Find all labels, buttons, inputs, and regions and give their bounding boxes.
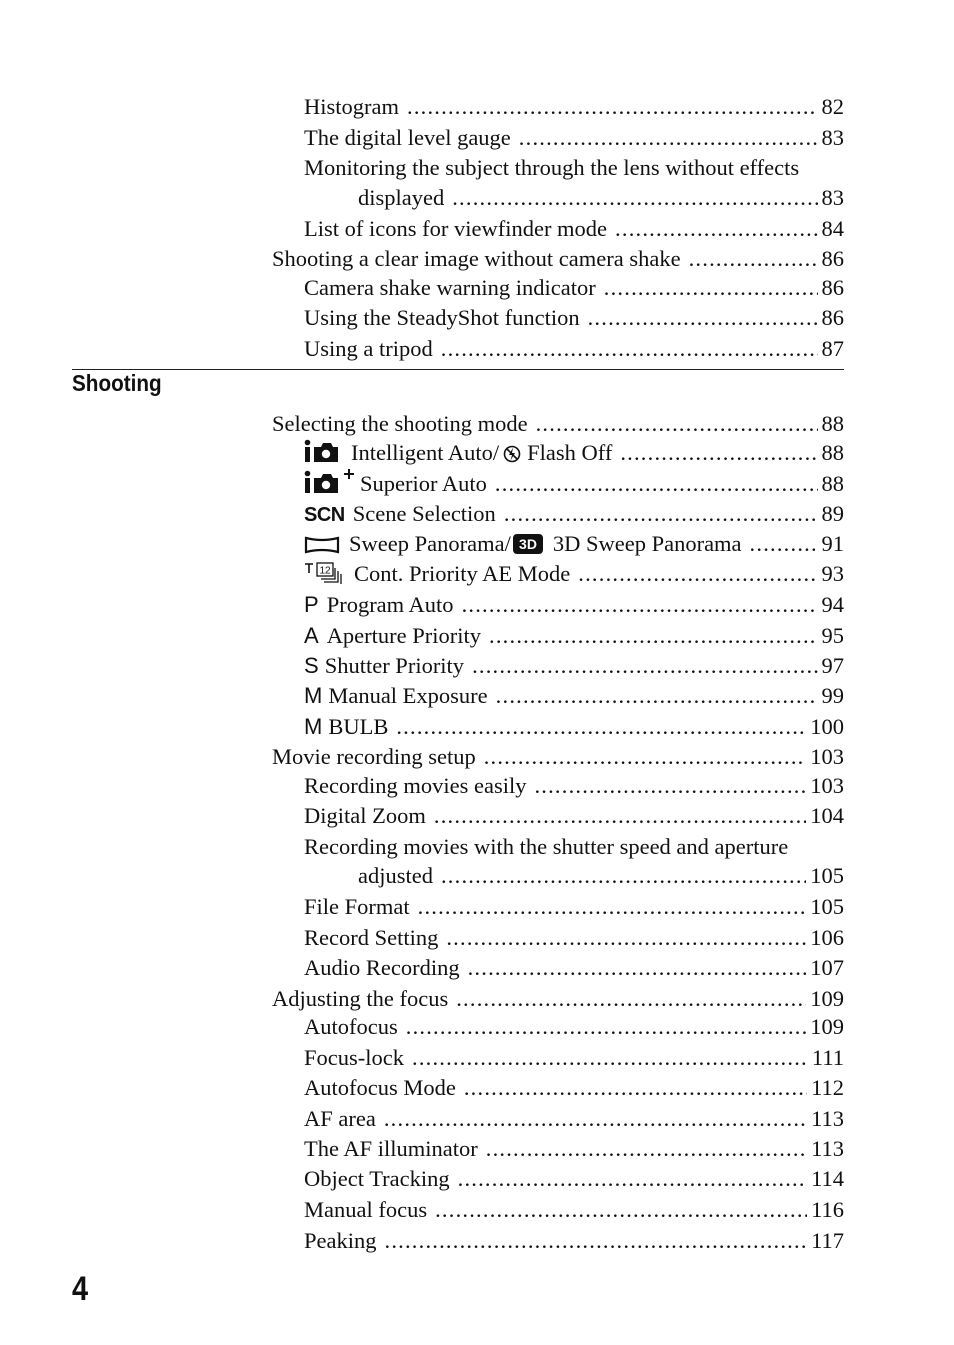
dot-leader xyxy=(384,1104,807,1134)
dot-leader xyxy=(689,244,818,274)
dot-leader xyxy=(496,681,818,711)
toc-entry-title: Scene Selection xyxy=(352,501,496,526)
toc-page-number: 83 xyxy=(821,185,844,210)
dot-leader xyxy=(588,303,818,333)
bulb-icon: M xyxy=(304,714,323,739)
toc-entry-cont-priority[interactable] xyxy=(304,559,844,589)
dot-leader xyxy=(519,123,818,153)
toc-entry-title: Selecting the shooting mode xyxy=(272,411,528,436)
toc-entry-title: Histogram xyxy=(304,94,399,119)
toc-page-number: 82 xyxy=(821,94,844,119)
toc-entry-title: Superior Auto xyxy=(360,471,487,496)
toc-entry-movies-shutter-line1[interactable]: Recording movies with the shutter speed and aperture xyxy=(304,834,789,859)
toc-entry-shake-warning[interactable] xyxy=(304,273,844,303)
toc-entry-title: Manual focus xyxy=(304,1197,428,1222)
toc-page-number: 112 xyxy=(811,1075,844,1100)
toc-entry-title: displayed xyxy=(358,185,445,210)
toc-page-number: 104 xyxy=(810,803,844,828)
dot-leader xyxy=(750,529,818,559)
toc-page-number: 105 xyxy=(810,863,844,888)
aperture-priority-icon: A xyxy=(304,623,319,648)
dot-leader xyxy=(615,214,817,244)
toc-entry-title: Focus-lock xyxy=(304,1045,404,1070)
dot-leader xyxy=(418,892,807,922)
toc-entry-title: BULB xyxy=(328,714,389,739)
dot-leader xyxy=(452,183,817,213)
toc-entry-autofocus[interactable] xyxy=(304,1012,844,1042)
dot-leader xyxy=(435,1195,807,1225)
toc-entry-title: Record Setting xyxy=(304,925,439,950)
toc-page-number: 89 xyxy=(821,501,844,526)
dot-leader xyxy=(441,861,806,891)
toc-entry-title: List of icons for viewfinder mode xyxy=(304,216,608,241)
toc-entry-movies-shutter[interactable] xyxy=(358,861,844,891)
intelligent-auto-icon xyxy=(304,438,344,468)
toc-page-number: 91 xyxy=(821,531,844,556)
toc-entry-title: Intelligent Auto/ xyxy=(351,440,500,465)
toc-entry-title: Autofocus xyxy=(304,1014,398,1039)
superior-auto-icon xyxy=(304,468,358,499)
toc-entry-monitoring-line1[interactable]: Monitoring the subject through the lens without effects xyxy=(304,155,800,180)
dot-leader xyxy=(412,1043,808,1073)
toc-entry-shooting-mode[interactable] xyxy=(272,409,844,439)
toc-page-number: 103 xyxy=(810,773,844,798)
toc-entry-title: Shooting a clear image without camera shake xyxy=(272,246,681,271)
toc-entry-title: adjusted xyxy=(358,863,433,888)
toc-entry-superior-auto[interactable] xyxy=(304,468,844,498)
toc-page-number: 109 xyxy=(810,1014,844,1039)
toc-entry-title: Peaking xyxy=(304,1228,377,1253)
dot-leader xyxy=(534,771,806,801)
toc-page-number: 99 xyxy=(821,683,844,708)
toc-page-number: 94 xyxy=(821,592,844,617)
toc-entry-steadyshot[interactable] xyxy=(304,303,844,333)
dot-leader xyxy=(504,499,818,529)
toc-entry-title: Shutter Priority xyxy=(324,653,465,678)
toc-entry-title: Digital Zoom xyxy=(304,803,426,828)
program-auto-icon: P xyxy=(304,592,319,617)
toc-entry-title: Adjusting the focus xyxy=(272,986,449,1011)
dot-leader xyxy=(489,621,817,651)
dot-leader xyxy=(462,590,818,620)
dot-leader xyxy=(604,273,818,303)
toc-entry-histogram[interactable] xyxy=(304,92,844,122)
toc-entry-sweep-panorama[interactable] xyxy=(304,529,844,559)
toc-page-number: 88 xyxy=(821,411,844,436)
toc-page-number: 86 xyxy=(821,246,844,271)
toc-entry-tripod[interactable] xyxy=(304,334,844,364)
toc-entry-digital-level-gauge[interactable] xyxy=(304,123,844,153)
svg-text:12: 12 xyxy=(319,565,331,577)
toc-entry-manual-focus[interactable] xyxy=(304,1195,844,1225)
toc-entry-title: Program Auto xyxy=(326,592,454,617)
dot-leader xyxy=(441,334,818,364)
toc-entry-record-setting[interactable] xyxy=(304,923,844,953)
cont-priority-ae-icon xyxy=(304,559,344,589)
toc-entry-title: Movie recording setup xyxy=(272,744,476,769)
toc-entry-title: Object Tracking xyxy=(304,1166,450,1191)
3d-sweep-panorama-icon xyxy=(513,529,543,559)
toc-entry-autofocus-mode[interactable] xyxy=(304,1073,844,1103)
dot-leader xyxy=(536,409,818,439)
toc-entry-title: Sweep Panorama/ xyxy=(349,531,511,556)
dot-leader xyxy=(458,1164,807,1194)
dot-leader xyxy=(456,984,806,1014)
dot-leader xyxy=(484,742,807,772)
dot-leader xyxy=(407,92,818,122)
toc-page-number: 106 xyxy=(810,925,844,950)
toc-entry-title: Using a tripod xyxy=(304,336,433,361)
toc-entry-shutter-priority[interactable] xyxy=(304,651,844,681)
toc-entry-object-tracking[interactable] xyxy=(304,1164,844,1194)
section-divider xyxy=(72,369,844,370)
toc-entry-digital-zoom[interactable] xyxy=(304,801,844,831)
toc-page-number: 97 xyxy=(821,653,844,678)
toc-entry-adjusting-focus[interactable] xyxy=(272,984,844,1014)
dot-leader xyxy=(396,712,806,742)
sweep-panorama-icon xyxy=(304,529,340,559)
toc-entry-title-b: 3D Sweep Panorama xyxy=(552,531,742,556)
dot-leader xyxy=(486,1134,807,1164)
flash-off-icon xyxy=(503,438,521,468)
dot-leader xyxy=(385,1226,808,1256)
toc-entry-title: The AF illuminator xyxy=(304,1136,478,1161)
toc-entry-program-auto[interactable] xyxy=(304,590,844,620)
dot-leader xyxy=(472,651,817,681)
toc-entry-title: Cont. Priority AE Mode xyxy=(354,561,571,586)
toc-page-number: 86 xyxy=(821,275,844,300)
toc-page-number: 103 xyxy=(810,744,844,769)
toc-entry-af-illuminator[interactable] xyxy=(304,1134,844,1164)
toc-page-number: 107 xyxy=(810,955,844,980)
toc-entry-bulb[interactable] xyxy=(304,712,844,742)
page-number: 4 xyxy=(72,1270,89,1308)
dot-leader xyxy=(468,953,807,983)
toc-page-number: 88 xyxy=(821,471,844,496)
toc-entry-viewfinder-icons[interactable] xyxy=(304,214,844,244)
toc-entry-title: AF area xyxy=(304,1106,376,1131)
toc-page-number: 114 xyxy=(811,1166,844,1191)
toc-entry-file-format[interactable] xyxy=(304,892,844,922)
dot-leader xyxy=(620,438,817,468)
toc-page-number: 100 xyxy=(810,714,844,739)
toc-page-number: 83 xyxy=(821,125,844,150)
toc-entry-title: Camera shake warning indicator xyxy=(304,275,596,300)
toc-entry-title-b: Flash Off xyxy=(527,440,613,465)
toc-page-number: 93 xyxy=(821,561,844,586)
toc-entry-title: Recording movies easily xyxy=(304,773,527,798)
toc-entry-title: File Format xyxy=(304,894,410,919)
toc-entry-title: Autofocus Mode xyxy=(304,1075,456,1100)
toc-page-number: 105 xyxy=(810,894,844,919)
toc-entry-title: Manual Exposure xyxy=(328,683,488,708)
dot-leader xyxy=(495,469,818,499)
toc-entry-recording-easily[interactable] xyxy=(304,771,844,801)
toc-entry-af-area[interactable] xyxy=(304,1104,844,1134)
manual-exposure-icon: M xyxy=(304,683,323,708)
dot-leader xyxy=(578,559,817,589)
toc-entry-monitoring[interactable] xyxy=(358,183,844,213)
section-heading: Shooting xyxy=(72,370,162,396)
toc-entry-title: The digital level gauge xyxy=(304,125,511,150)
dot-leader xyxy=(464,1073,807,1103)
toc-page-number: 88 xyxy=(821,440,844,465)
toc-entry-movie-setup[interactable] xyxy=(272,742,844,772)
toc-entry-manual-exposure[interactable] xyxy=(304,681,844,711)
svg-text:3D: 3D xyxy=(518,536,537,552)
toc-page-number: 95 xyxy=(821,623,844,648)
toc-page-number: 111 xyxy=(811,1045,844,1070)
toc-entry-title: Aperture Priority xyxy=(326,623,482,648)
toc-page-number: 86 xyxy=(821,305,844,330)
toc-entry-aperture-priority[interactable] xyxy=(304,621,844,651)
shutter-priority-icon: S xyxy=(304,653,319,678)
toc-entry-peaking[interactable] xyxy=(304,1226,844,1256)
toc-entry-focus-lock[interactable] xyxy=(304,1043,844,1073)
toc-page-number: 113 xyxy=(811,1136,844,1161)
toc-page-number: 113 xyxy=(811,1106,844,1131)
scene-selection-icon: SCN xyxy=(304,504,345,526)
toc-entry-audio-recording[interactable] xyxy=(304,953,844,983)
toc-entry-scene-selection[interactable] xyxy=(304,499,844,529)
dot-leader xyxy=(434,801,806,831)
toc-page-number: 87 xyxy=(821,336,844,361)
toc-page-number: 116 xyxy=(811,1197,844,1222)
toc-page-number: 84 xyxy=(821,216,844,241)
dot-leader xyxy=(406,1012,807,1042)
toc-page-number: 117 xyxy=(811,1228,844,1253)
toc-entry-title: Audio Recording xyxy=(304,955,460,980)
toc-page-number: 109 xyxy=(810,986,844,1011)
toc-entry-camera-shake[interactable] xyxy=(272,244,844,274)
toc-entry-title: Using the SteadyShot function xyxy=(304,305,580,330)
dot-leader xyxy=(446,923,806,953)
toc-entry-intelligent-auto[interactable] xyxy=(304,438,844,468)
